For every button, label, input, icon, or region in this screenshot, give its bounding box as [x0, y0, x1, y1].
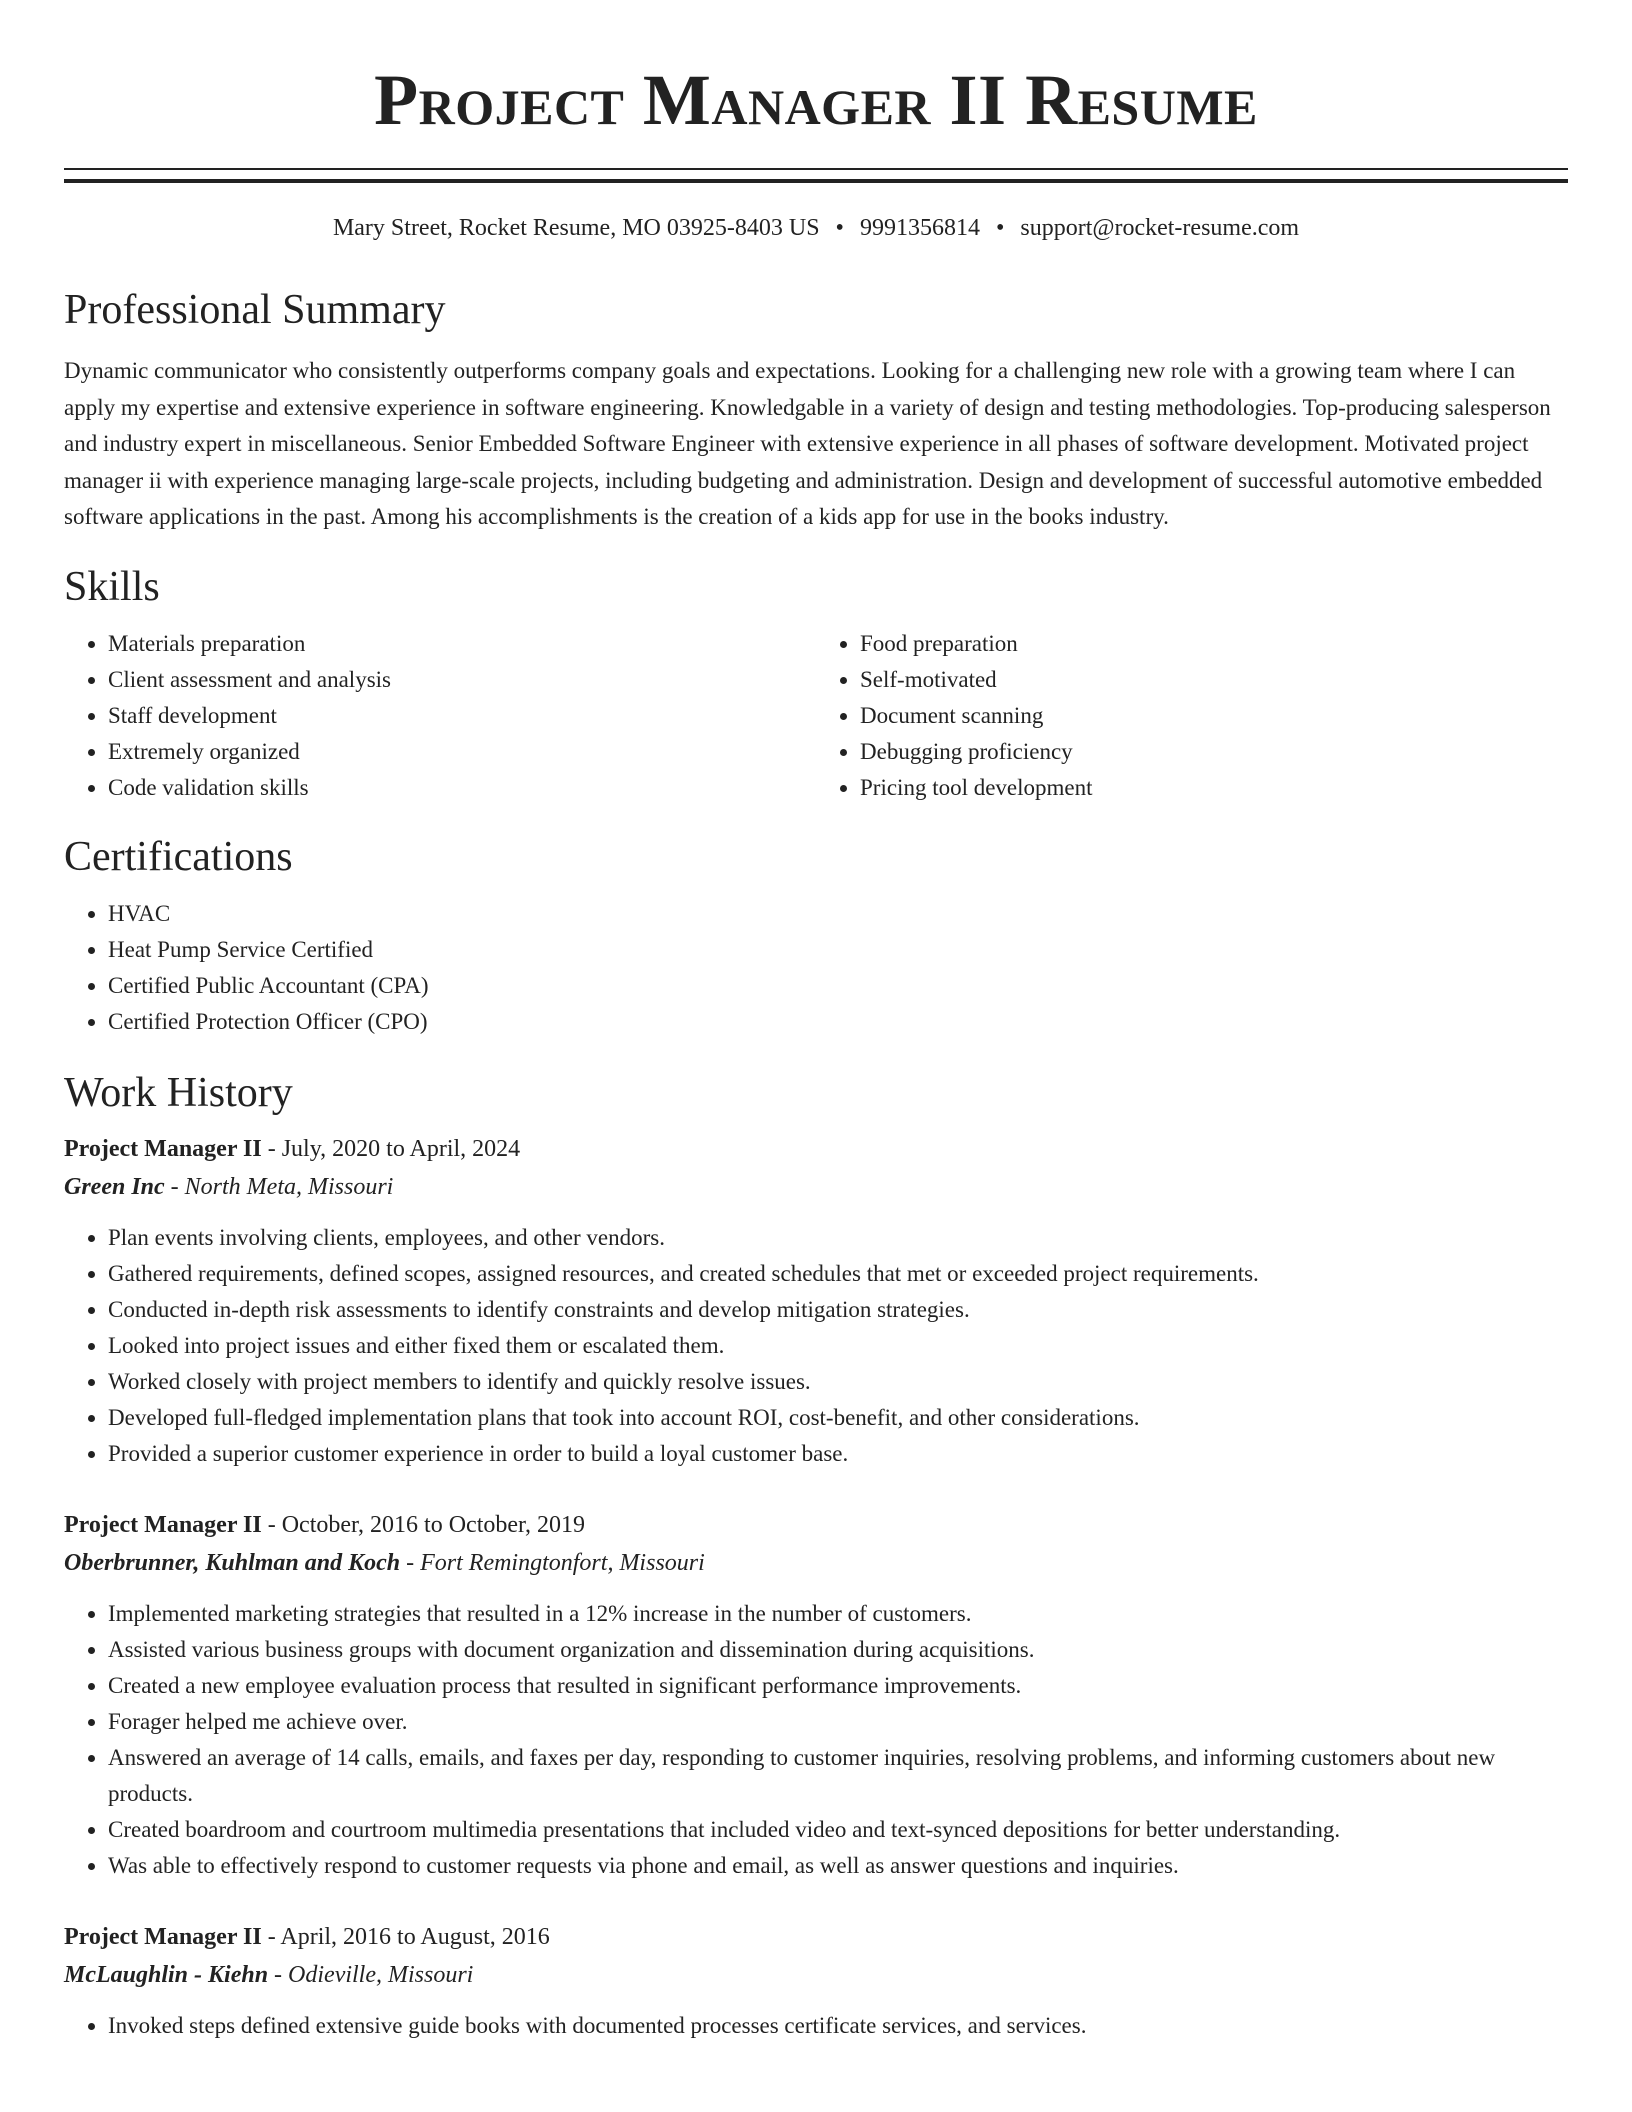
job-bullet: • Was able to effectively respond to customer requests via phone and email, as well as answer questions and inquiries.	[108, 1848, 1568, 1884]
job-bullet: • Gathered requirements, defined scopes, assigned resources, and created schedules that met or exceeded project requirements.	[108, 1256, 1568, 1292]
job-bullets	[64, 1596, 1568, 1884]
skill-item: • Client assessment and analysis	[108, 662, 816, 698]
skill-item: • Document scanning	[860, 698, 1568, 734]
job-entry	[64, 1130, 1568, 1472]
skills-list-left	[64, 626, 816, 806]
job-bullets	[64, 1220, 1568, 1472]
contact-email: support@rocket-resume.com	[1020, 215, 1300, 241]
skills-section	[64, 562, 1568, 806]
job-location: - North Meta, Missouri	[164, 1173, 394, 1200]
job-entry	[64, 1918, 1568, 2044]
summary-heading: Professional Summary	[64, 287, 446, 333]
job-role: Project Manager II	[64, 1135, 262, 1162]
summary-text: Dynamic communicator who consistently outperforms company goals and expectations. Looking for a challenging new role with a growing team where I can apply my expertise and extensive experience in software engineering. Knowledgable in a variety of design and testing methodologies. Top-producing salesperson and industry expert in miscellaneous. Senior Embedded Software Engineer with extensive experience in all phases of software development. Motivated project manager ii with experience managing large-scale projects, including budgeting and administration. Design and development of successful automotive embedded software applications in the past. Among his accomplishments is the creation of a kids app for use in the books industry.	[64, 358, 1551, 529]
job-dates: - October, 2016 to October, 2019	[261, 1511, 586, 1538]
job-title-line	[64, 1506, 1568, 1544]
certifications-heading: Certifications	[64, 833, 293, 880]
job-bullet: • Worked closely with project members to identify and quickly resolve issues.	[108, 1364, 1568, 1400]
work-history-section	[64, 1068, 1568, 2044]
contact-address: Mary Street, Rocket Resume, MO 03925-8403 US	[332, 215, 820, 241]
certification-item: • Certified Public Accountant (CPA)	[108, 968, 1568, 1004]
skill-item: • Pricing tool development	[860, 770, 1568, 806]
skills-list-right	[816, 626, 1568, 806]
job-bullet: • Implemented marketing strategies that resulted in a 12% increase in the number of customers.	[108, 1596, 1568, 1632]
job-role: Project Manager II	[64, 1923, 262, 1950]
job-entry	[64, 1506, 1568, 1884]
job-company-line	[64, 1544, 1568, 1582]
job-title-line	[64, 1918, 1568, 1956]
job-bullet: • Created a new employee evaluation process that resulted in significant performance improvements.	[108, 1668, 1568, 1704]
contact-phone: 9991356814	[859, 215, 980, 241]
job-role: Project Manager II	[64, 1511, 262, 1538]
skill-item: • Staff development	[108, 698, 816, 734]
job-bullet: • Provided a superior customer experience in order to build a loyal customer base.	[108, 1436, 1568, 1472]
title-divider	[64, 168, 1568, 183]
certifications-list	[64, 896, 1568, 1040]
job-location: - Odieville, Missouri	[268, 1961, 474, 1988]
job-dates: - April, 2016 to August, 2016	[261, 1923, 550, 1950]
job-dates: - July, 2020 to April, 2024	[261, 1135, 521, 1162]
job-bullet: • Created boardroom and courtroom multimedia presentations that included video and text-synced depositions for better understanding.	[108, 1812, 1568, 1848]
skill-item: • Food preparation	[860, 626, 1568, 662]
contact-separator: •	[995, 215, 1005, 241]
certifications-section	[64, 832, 1568, 1040]
skills-heading: Skills	[64, 563, 160, 610]
skill-item: • Debugging proficiency	[860, 734, 1568, 770]
certification-item: • Certified Protection Officer (CPO)	[108, 1004, 1568, 1040]
job-bullet: • Forager helped me achieve over.	[108, 1704, 1568, 1740]
job-company: Oberbrunner, Kuhlman and Koch	[64, 1549, 401, 1576]
work-history-heading: Work History	[64, 1069, 293, 1116]
job-bullets	[64, 2008, 1568, 2044]
skill-item: • Materials preparation	[108, 626, 816, 662]
skill-item: • Extremely organized	[108, 734, 816, 770]
page-title: Project Manager II Resume	[374, 60, 1258, 140]
job-company-line	[64, 1956, 1568, 1994]
contact-line	[64, 211, 1568, 245]
certification-item: • HVAC	[108, 896, 1568, 932]
job-title-line	[64, 1130, 1568, 1168]
job-bullet: • Plan events involving clients, employees, and other vendors.	[108, 1220, 1568, 1256]
job-bullet: • Assisted various business groups with document organization and dissemination during acquisitions.	[108, 1632, 1568, 1668]
job-company: McLaughlin - Kiehn	[64, 1961, 269, 1988]
job-location: - Fort Remingtonfort, Missouri	[400, 1549, 705, 1576]
skill-item: • Self-motivated	[860, 662, 1568, 698]
job-bullet: • Invoked steps defined extensive guide books with documented processes certificate services, and services.	[108, 2008, 1568, 2044]
job-bullet: • Conducted in-depth risk assessments to identify constraints and develop mitigation strategies.	[108, 1292, 1568, 1328]
job-company-line	[64, 1168, 1568, 1206]
job-bullet: • Developed full-fledged implementation plans that took into account ROI, cost-benefit, and other considerations.	[108, 1400, 1568, 1436]
certification-item: • Heat Pump Service Certified	[108, 932, 1568, 968]
job-bullet: • Answered an average of 14 calls, emails, and faxes per day, responding to customer inquiries, resolving problems, and informing customers about new products.	[108, 1740, 1568, 1812]
contact-separator: •	[835, 215, 844, 241]
job-company: Green Inc	[64, 1173, 165, 1200]
summary-section	[64, 285, 1568, 536]
skill-item: • Code validation skills	[108, 770, 816, 806]
skills-columns	[64, 626, 1568, 806]
job-bullet: • Looked into project issues and either fixed them or escalated them.	[108, 1328, 1568, 1364]
